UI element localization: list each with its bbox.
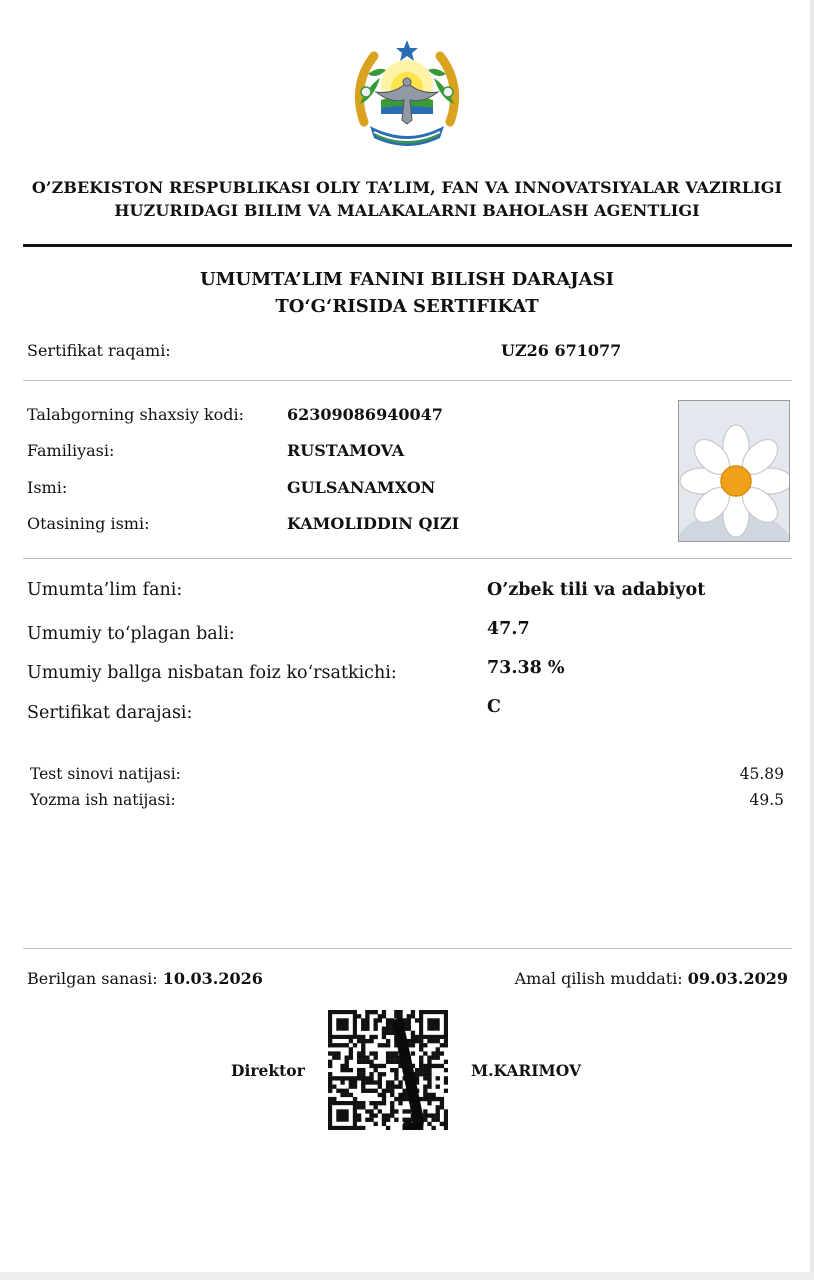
first-name-value: GULSANAMXON bbox=[287, 478, 436, 497]
issue-date-value: 10.03.2026 bbox=[162, 969, 263, 988]
qr-code-icon[interactable] bbox=[328, 1010, 448, 1130]
state-emblem-icon bbox=[350, 34, 464, 152]
page-edge-bottom bbox=[0, 1272, 814, 1280]
applicant-photo bbox=[678, 400, 790, 542]
title-line-1: UMUMTA’LIM FANINI BILISH DARAJASI bbox=[199, 269, 615, 290]
section-divider bbox=[23, 948, 792, 949]
first-name-label: Ismi: bbox=[27, 478, 68, 497]
agency-line-1: O’ZBEKISTON RESPUBLIKASI OLIY TA’LIM, FAN VA INNOVATSIYALAR VAZIRLIGI bbox=[31, 178, 783, 197]
flower-sticker-icon bbox=[679, 401, 789, 541]
percent-value: 73.38 % bbox=[487, 658, 565, 678]
title-line-2: TO‘G‘RISIDA SERTIFIKAT bbox=[275, 296, 539, 317]
certificate-level-value: C bbox=[487, 697, 501, 717]
patronymic-value: KAMOLIDDIN QIZI bbox=[287, 514, 460, 533]
personal-id-value: 62309086940047 bbox=[287, 405, 443, 424]
subject-value: O’zbek tili va adabiyot bbox=[487, 580, 706, 600]
issue-date-label: Berilgan sanasi: bbox=[27, 969, 158, 988]
total-score-value: 47.7 bbox=[487, 619, 530, 639]
agency-name bbox=[0, 176, 814, 222]
director-label: Direktor bbox=[231, 1061, 305, 1080]
written-result-value: 49.5 bbox=[749, 791, 784, 809]
section-divider bbox=[23, 380, 792, 381]
percent-label: Umumiy ballga nisbatan foiz ko‘rsatkichi: bbox=[27, 663, 397, 683]
subject-label: Umumta’lim fani: bbox=[27, 580, 183, 600]
test-result-value: 45.89 bbox=[739, 765, 784, 783]
patronymic-label: Otasining ismi: bbox=[27, 514, 150, 533]
test-result-label: Test sinovi natijasi: bbox=[30, 765, 181, 783]
header-divider bbox=[23, 244, 792, 247]
issue-date bbox=[27, 969, 263, 988]
total-score-label: Umumiy to‘plagan bali: bbox=[27, 624, 235, 644]
certificate-number-label: Sertifikat raqami: bbox=[27, 341, 171, 360]
section-divider bbox=[23, 558, 792, 559]
valid-until bbox=[515, 969, 788, 988]
surname-label: Familiyasi: bbox=[27, 441, 115, 460]
director-name: M.KARIMOV bbox=[471, 1061, 581, 1080]
personal-id-label: Talabgorning shaxsiy kodi: bbox=[27, 405, 245, 424]
certificate-level-label: Sertifikat darajasi: bbox=[27, 703, 193, 723]
certificate-number-value: UZ26 671077 bbox=[501, 341, 622, 360]
valid-until-value: 09.03.2029 bbox=[687, 969, 788, 988]
written-result-label: Yozma ish natijasi: bbox=[30, 791, 176, 809]
document-title bbox=[0, 266, 814, 320]
surname-value: RUSTAMOVA bbox=[287, 441, 405, 460]
valid-until-label: Amal qilish muddati: bbox=[514, 969, 683, 988]
agency-line-2: HUZURIDAGI BILIM VA MALAKALARNI BAHOLASH AGENTLIGI bbox=[114, 201, 700, 220]
